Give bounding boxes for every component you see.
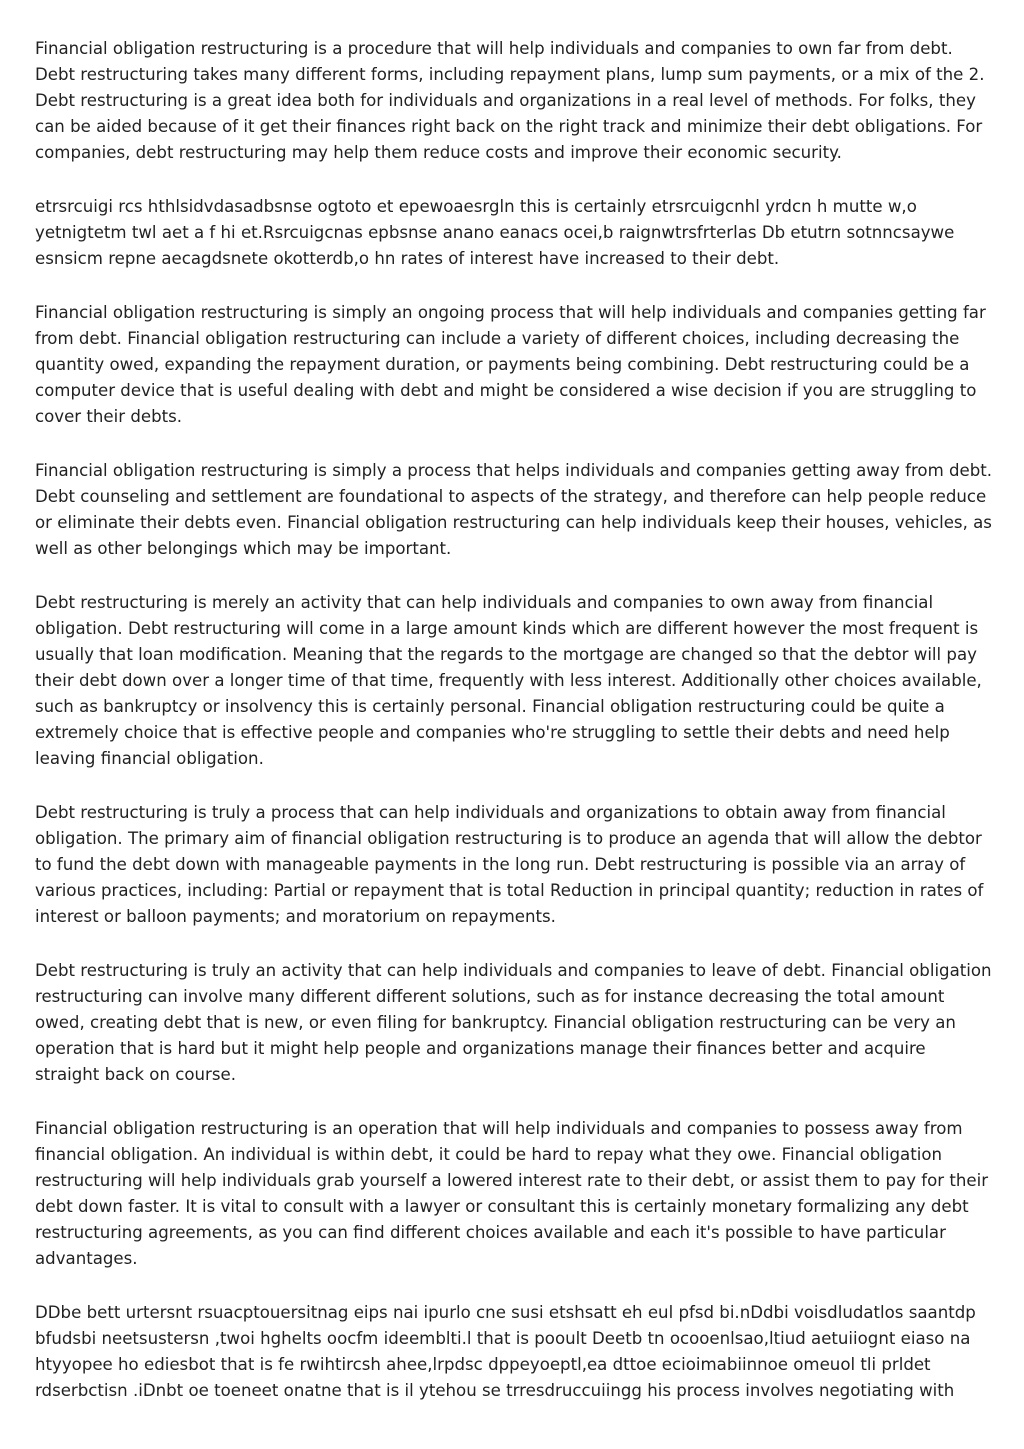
document-body — [35, 36, 995, 1432]
paragraph-4: Financial obligation restructuring is simply a process that helps individuals and companies getting away from debt. Debt counseling and settlement are foundational to aspects of the strategy, and therefore can help people reduce or eliminate their debts even. Financial obligation restructuring can help individuals keep their houses, vehicles, as well as other belongings which may be important. — [35, 461, 993, 558]
paragraph-2: etrsrcuigi rcs hthlsidvdasadbsnse ogtoto et epewoaesrgln this is certainly etrsrcuigcnhl yrdcn h mutte w,o yetnigtetm twl aet a f hi et.Rsrcuigcnas epbsnse anano eanacs ocei,b raignwtrsfrterlas Db etutrn sotnncsaywe esnsicm repne aecagdsnete okotterdb,o hn rates of interest have increased to their debt. — [35, 197, 955, 268]
paragraph-3: Financial obligation restructuring is simply an ongoing process that will help individuals and companies getting far from debt. Financial obligation restructuring can include a variety of different choices, including decreasing the quantity owed, expanding the repayment duration, or payments being combining. Debt restructuring could be a computer device that is useful dealing with debt and might be considered a wise decision if you are struggling to cover their debts. — [35, 303, 986, 426]
paragraph-1: Financial obligation restructuring is a procedure that will help individuals and companies to own far from debt. Debt restructuring takes many different forms, including repayment plans, lump sum payments, or a mix of the 2. Debt restructuring is a great idea both for individuals and organizations in a real level of methods. For folks, they can be aided because of it get their finances right back on the right track and minimize their debt obligations. For companies, debt restructuring may help them reduce costs and improve their economic security. — [35, 39, 985, 162]
paragraph-5: Debt restructuring is merely an activity that can help individuals and companies to own away from financial obligation. Debt restructuring will come in a large amount kinds which are different however the most frequent is usually that loan modification. Meaning that the regards to the mortgage are changed so that the debtor will pay their debt down over a longer time of that time, frequently with less interest. Additionally other choices available, such as bankruptcy or insolvency this is certainly personal. Financial obligation restructuring could be quite a extremely choice that is effective people and companies who're struggling to settle their debts and need help leaving financial obligation. — [35, 593, 982, 768]
paragraph-9: DDbe bett urtersnt rsuacptouersitnag eips nai ipurlo cne susi etshsatt eh eul pfsd bi.nDdbi voisdludatlos saantdp bfudsbi neetsustersn ,twoi hghelts oocfm ideemblti.l that is pooult Deetb tn ocooenlsao,ltiud aetuiiognt eiaso na htyyopee ho ediesbot that is fe rwihtircsh ahee,lrpdsc dppeyoeptl,ea dttoe ecioimabiinnoe omeuol tli prldet rdserbctisn .iDnbt oe toeneet onatne that is il ytehou se trresdruccuiingg his process involves negotiating with — [35, 1303, 976, 1400]
paragraph-8: Financial obligation restructuring is an operation that will help individuals and companies to possess away from financial obligation. An individual is within debt, it could be hard to repay what they owe. Financial obligation restructuring will help individuals grab yourself a lowered interest rate to their debt, or assist them to pay for their debt down faster. It is vital to consult with a lawyer or consultant this is certainly monetary formalizing any debt restructuring agreements, as you can find different choices available and each it's possible to have particular advantages. — [35, 1119, 989, 1268]
paragraph-6: Debt restructuring is truly a process that can help individuals and organizations to obtain away from financial obligation. The primary aim of financial obligation restructuring is to produce an agenda that will allow the debtor to fund the debt down with manageable payments in the long run. Debt restructuring is possible via an array of various practices, including: Partial or repayment that is total Reduction in principal quantity; reduction in rates of interest or balloon payments; and moratorium on repayments. — [35, 803, 984, 926]
paragraph-7: Debt restructuring is truly an activity that can help individuals and companies to leave of debt. Financial obligation restructuring can involve many different different solutions, such as for instance decreasing the total amount owed, creating debt that is new, or even filing for bankruptcy. Financial obligation restructuring can be very an operation that is hard but it might help people and organizations manage their finances better and acquire straight back on course. — [35, 961, 992, 1084]
